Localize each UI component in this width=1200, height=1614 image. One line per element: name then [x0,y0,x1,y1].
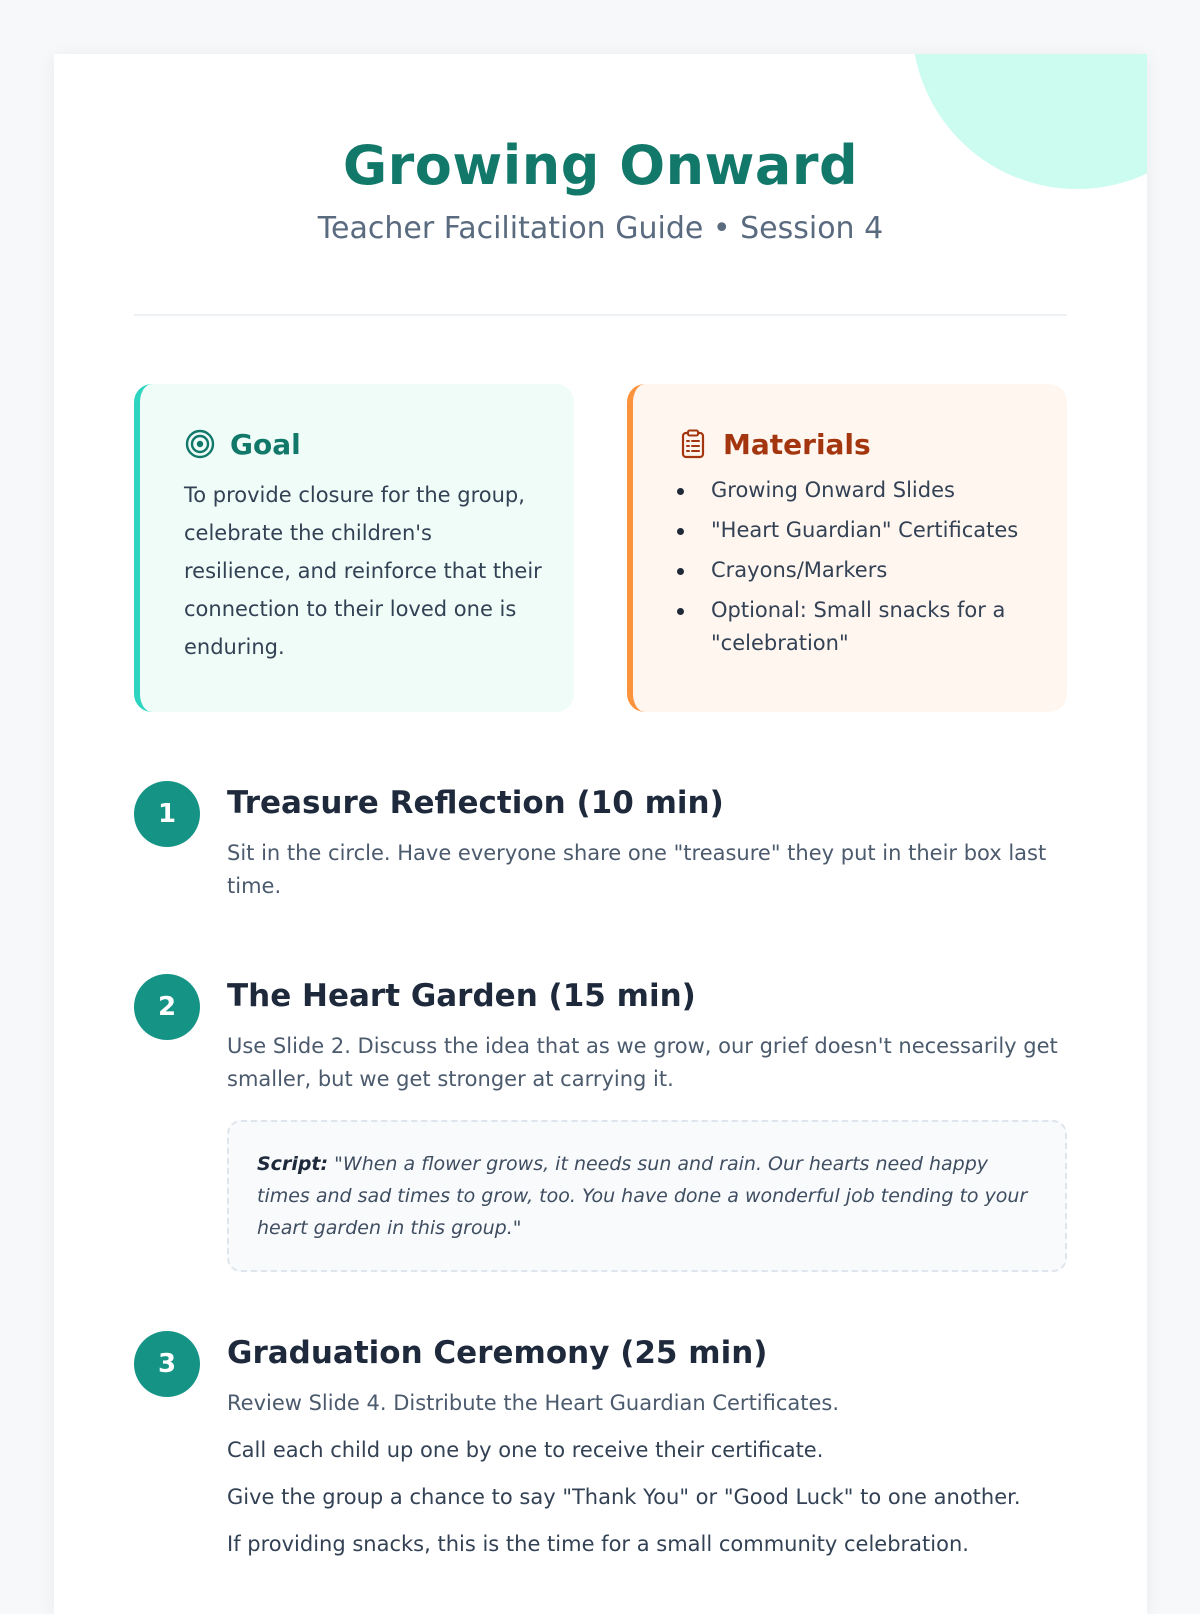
list-item: Call each child up one by one to receive their certificate. [227,1438,824,1462]
list-item: "Heart Guardian" Certificates [677,514,1037,547]
step-body [227,781,1067,903]
list-item: Give the group a chance to say "Thank You" or "Good Luck" to one another. [227,1485,1021,1509]
step-number-badge: 3 [134,1331,200,1397]
step-title: Graduation Ceremony (25 min) [227,1335,768,1371]
list-item: Growing Onward Slides [677,474,1037,507]
list-item: Crayons/Markers [677,554,1037,587]
target-icon [184,428,216,460]
materials-card-header [677,426,1037,462]
script-text: "When a flower grows, it needs sun and rain. Our hearts need happy times and sad times to grow, too. You have done a wonderful job tending to your heart garden in this group." [257,1153,1028,1239]
step-number-badge: 1 [134,781,200,847]
page-header [54,134,1147,248]
goal-card-header [184,426,544,462]
step-description: Use Slide 2. Discuss the idea that as we grow, our grief doesn't necessarily get smaller, but we get stronger at carrying it. [227,1034,1058,1091]
step-instructions [227,1434,1067,1561]
materials-card [627,384,1067,712]
materials-label: Materials [723,427,871,461]
page-title: Growing Onward [342,134,859,197]
goal-label: Goal [230,427,301,461]
list-item: Optional: Small snacks for a "celebration" [677,594,1037,660]
step-description: Sit in the circle. Have everyone share one "treasure" they put in their box last time. [227,841,1047,898]
step-body [227,974,1067,1272]
step-number-badge: 2 [134,974,200,1040]
step-title: Treasure Reflection (10 min) [227,785,724,821]
page-subtitle: Teacher Facilitation Guide • Session 4 [317,211,884,246]
step-body [227,1331,1067,1575]
script-label: Script: [257,1153,329,1175]
script-callout [227,1120,1067,1272]
clipboard-icon [677,428,709,460]
materials-list [677,474,1037,660]
step-description: Review Slide 4. Distribute the Heart Guardian Certificates. [227,1391,840,1415]
header-divider [134,314,1067,316]
goal-text: To provide closure for the group, celebrate the children's resilience, and reinforce that their connection to their loved one is enduring. [184,483,542,659]
goal-card [134,384,574,712]
step-title: The Heart Garden (15 min) [227,978,696,1014]
guide-page [54,54,1147,1614]
list-item: If providing snacks, this is the time for a small community celebration. [227,1532,969,1556]
